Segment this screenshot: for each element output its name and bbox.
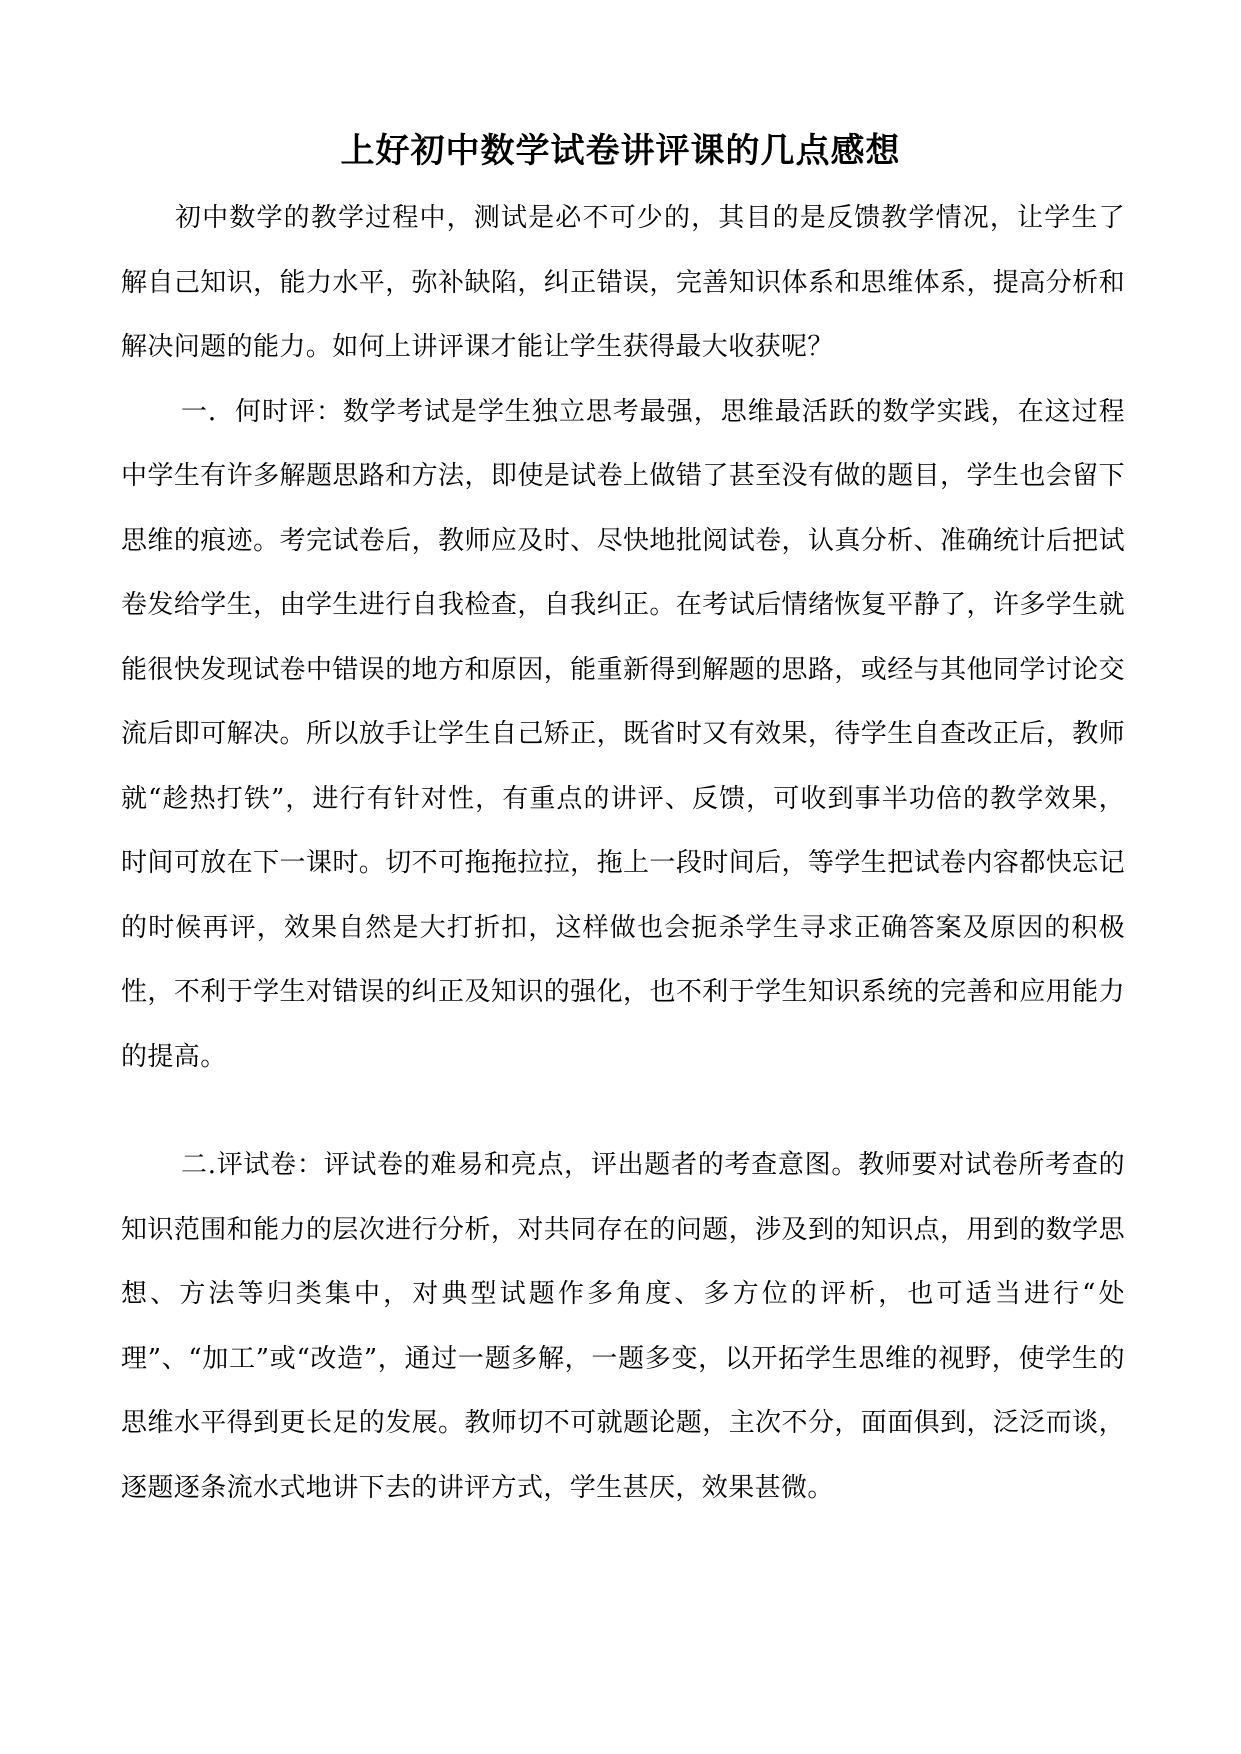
paragraph-intro: 初中数学的教学过程中，测试是必不可少的，其目的是反馈教学情况，让学生了解自己知识，能力水平，弥补缺陷，纠正错误，完善知识体系和思维体系，提高分析和解决问题的能力。如何上讲评课才能让学生获得最大收获呢？	[121, 203, 1125, 362]
paragraph-section-2: 二.评试卷：评试卷的难易和亮点，评出题者的考查意图。教师要对试卷所考查的知识范围和能力的层次进行分析，对共同存在的问题，涉及到的知识点，用到的数学思想、方法等归类集中，对典型试题作多角度、多方位的评析，也可适当进行“处理”、“加工”或“改造”，通过一题多解，一题多变，以开拓学生思维的视野，使学生的思维水平得到更长足的发展。教师切不可就题论题，主次不分，面面俱到，泛泛而谈，逐题逐条流水式地讲下去的讲评方式，学生甚厌，效果甚微。	[121, 1150, 1125, 1503]
document-body	[121, 186, 1125, 1520]
document-title: 上好初中数学试卷讲评课的几点感想	[340, 131, 901, 171]
paragraph-section-1: 一．何时评：数学考试是学生独立思考最强，思维最活跃的数学实践，在这过程中学生有许多解题思路和方法，即使是试卷上做错了甚至没有做的题目，学生也会留下思维的痕迹。考完试卷后，教师应及时、尽快地批阅试卷，认真分析、准确统计后把试卷发给学生，由学生进行自我检查，自我纠正。在考试后情绪恢复平静了，许多学生就能很快发现试卷中错误的地方和原因，能重新得到解题的思路，或经与其他同学讨论交流后即可解决。所以放手让学生自己矫正，既省时又有效果，待学生自查改正后，教师就“趁热打铁”，进行有针对性，有重点的讲评、反馈，可收到事半功倍的教学效果，时间可放在下一课时。切不可拖拖拉拉，拖上一段时间后，等学生把试卷内容都快忘记的时候再评，效果自然是大打折扣，这样做也会扼杀学生寻求正确答案及原因的积极性，不利于学生对错误的纠正及知识的强化，也不利于学生知识系统的完善和应用能力的提高。	[121, 396, 1125, 1072]
